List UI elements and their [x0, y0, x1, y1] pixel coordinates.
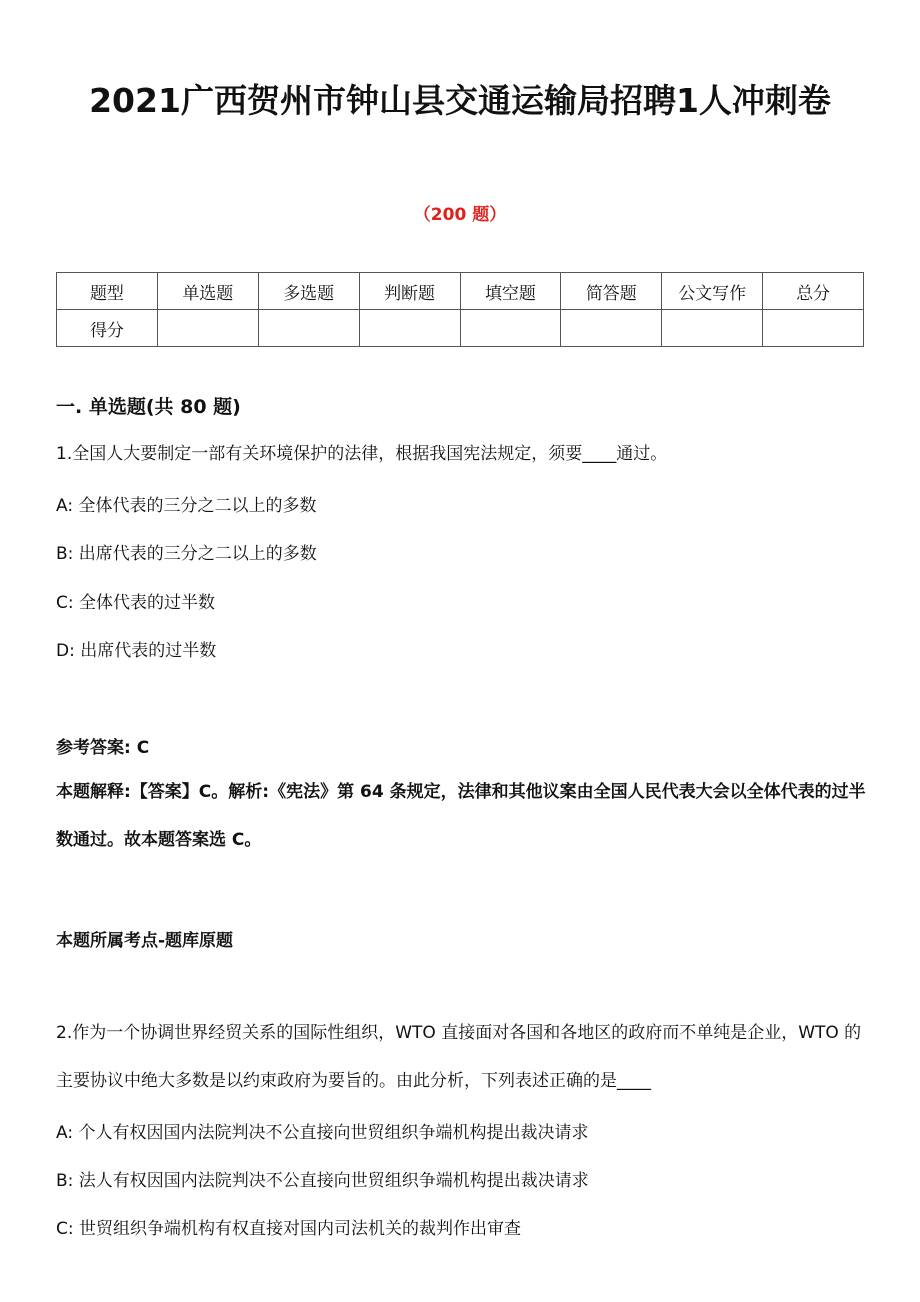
- score-cell: [258, 310, 359, 347]
- score-header-cell: 单选题: [157, 273, 258, 310]
- score-header-cell: 简答题: [561, 273, 662, 310]
- score-table-score-row: [57, 310, 864, 347]
- question-1-option-b: B: 出席代表的三分之二以上的多数: [56, 544, 317, 564]
- score-header-cell: 题型: [57, 273, 158, 310]
- document-title: 2021广西贺州市钟山县交通运输局招聘1人冲刺卷: [89, 81, 831, 120]
- question-1-option-a: A: 全体代表的三分之二以上的多数: [56, 496, 317, 516]
- score-cell: [460, 310, 561, 347]
- score-header-cell: 公文写作: [662, 273, 763, 310]
- question-2-option-a: A: 个人有权因国内法院判决不公直接向世贸组织争端机构提出裁决请求: [56, 1123, 589, 1143]
- question-2-stem: 2.作为一个协调世界经贸关系的国际性组织，WTO 直接面对各国和各地区的政府而不单纯是企业，WTO 的主要协议中绝大多数是以约束政府为要旨的。由此分析，下列表述正确的是____: [56, 1023, 862, 1091]
- question-2-option-b: B: 法人有权因国内法院判决不公直接向世贸组织争端机构提出裁决请求: [56, 1171, 589, 1191]
- score-row-label: 得分: [57, 310, 158, 347]
- score-header-cell: 填空题: [460, 273, 561, 310]
- score-table-header-row: [57, 273, 864, 310]
- question-count: （200 题）: [413, 205, 507, 225]
- score-cell: [561, 310, 662, 347]
- question-1-stem: 1.全国人大要制定一部有关环境保护的法律，根据我国宪法规定，须要____通过。: [56, 444, 668, 464]
- score-cell: [662, 310, 763, 347]
- question-1-explanation: 本题解释:【答案】C。解析:《宪法》第 64 条规定，法律和其他议案由全国人民代表大会以全体代表的过半数通过。故本题答案选 C。: [56, 782, 866, 850]
- question-1-answer: 参考答案: C: [56, 738, 150, 758]
- score-cell: [359, 310, 460, 347]
- score-table: [56, 272, 864, 347]
- score-header-cell: 多选题: [258, 273, 359, 310]
- question-2-option-c: C: 世贸组织争端机构有权直接对国内司法机关的裁判作出审查: [56, 1219, 522, 1239]
- score-cell: [763, 310, 864, 347]
- score-cell: [157, 310, 258, 347]
- question-1-topic: 本题所属考点-题库原题: [56, 931, 234, 951]
- section-heading: 一. 单选题(共 80 题): [56, 396, 241, 418]
- score-header-cell: 判断题: [359, 273, 460, 310]
- question-1-option-c: C: 全体代表的过半数: [56, 593, 216, 613]
- score-header-cell: 总分: [763, 273, 864, 310]
- question-1-option-d: D: 出席代表的过半数: [56, 641, 217, 661]
